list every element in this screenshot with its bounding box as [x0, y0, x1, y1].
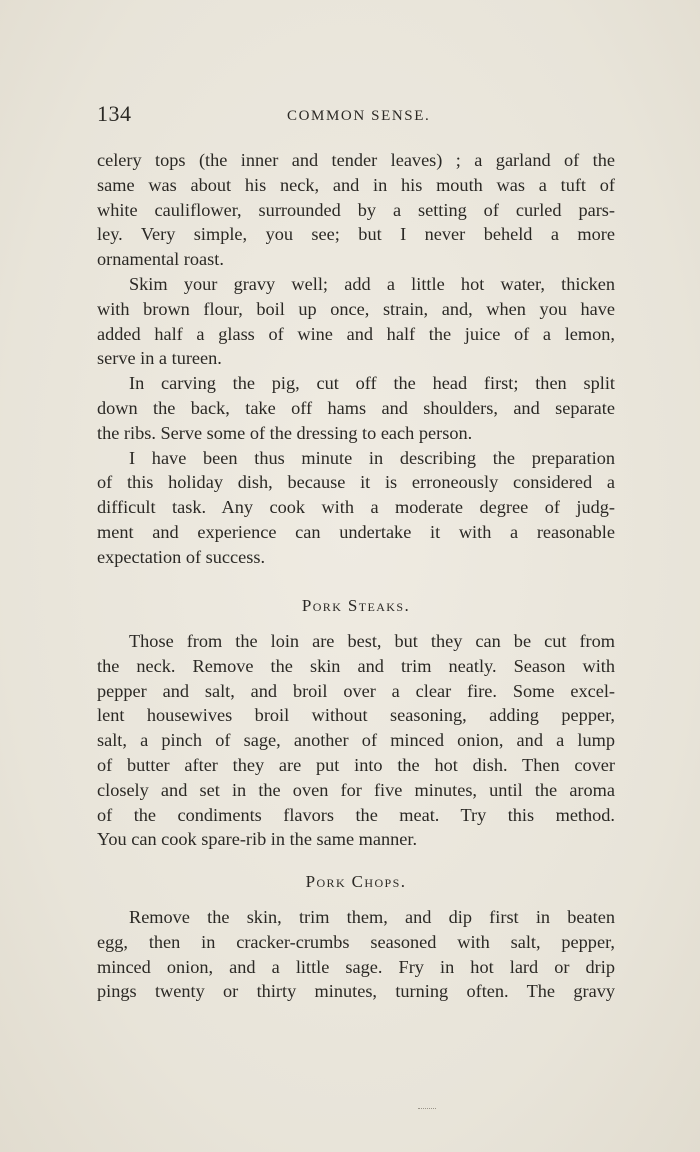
page-header — [97, 101, 613, 131]
page-number: 134 — [97, 101, 132, 126]
running-head: COMMON SENSE. — [287, 108, 431, 124]
paper-speck — [418, 1108, 436, 1111]
section-heading: Pork Chops. — [305, 872, 407, 891]
section-heading: Pork Steaks. — [301, 596, 411, 615]
text-line: with brown flour, boil up once, strain, and, when you have — [97, 298, 615, 319]
text-line: egg, then in cracker-crumbs seasoned with salt, pepper, — [97, 931, 615, 952]
text-line: lent housewives broil without seasoning, adding pepper, — [97, 705, 615, 726]
text-line: pepper and salt, and broil over a clear fire. Some excel- — [97, 680, 615, 701]
text-line: Remove the skin, trim them, and dip first in beaten — [129, 907, 615, 927]
text-line: down the back, take off hams and shoulders, and separate — [97, 397, 615, 418]
text-line: of this holiday dish, because it is erroneously considered a — [97, 472, 615, 493]
text-line: minced onion, and a little sage. Fry in hot lard or drip — [97, 956, 615, 977]
text-line: difficult task. Any cook with a moderate degree of judg- — [97, 497, 615, 518]
text-line: pings twenty or thirty minutes, turning often. The gravy — [97, 981, 615, 1002]
paragraph-block-2 — [97, 629, 615, 852]
text-line: the neck. Remove the skin and trim neatly. Season with — [97, 655, 615, 676]
text-line: expectation of success. — [97, 546, 266, 567]
text-line: ley. Very simple, you see; but I never beheld a more — [97, 224, 615, 245]
paragraph-block-3 — [97, 905, 615, 1004]
text-line: same was about his neck, and in his mouth was a tuft of — [97, 174, 615, 195]
text-line: celery tops (the inner and tender leaves) ; a garland of the — [97, 150, 615, 170]
text-line: ornamental roast. — [97, 249, 224, 270]
text-line: white cauliflower, surrounded by a setting of curled pars- — [97, 199, 615, 220]
text-line: serve in a tureen. — [97, 348, 222, 369]
text-line: added half a glass of wine and half the juice of a lemon, — [97, 323, 615, 344]
text-line: Those from the loin are best, but they can be cut from — [129, 631, 615, 651]
text-line: ment and experience can undertake it with a reasonable — [97, 521, 615, 542]
text-line: You can cook spare-rib in the same manner. — [97, 829, 418, 850]
text-line: the ribs. Serve some of the dressing to each person. — [97, 422, 473, 443]
text-line: salt, a pinch of sage, another of minced onion, and a lump — [97, 730, 615, 751]
text-line: I have been thus minute in describing the preparation — [129, 447, 615, 468]
text-line: of butter after they are put into the hot dish. Then cover — [97, 754, 615, 775]
text-line: closely and set in the oven for five minutes, until the aroma — [97, 779, 615, 800]
text-line: In carving the pig, cut off the head first; then split — [129, 373, 615, 394]
text-line: of the condiments flavors the meat. Try this method. — [97, 804, 615, 825]
text-line: Skim your gravy well; add a little hot water, thicken — [129, 273, 615, 294]
paragraph-block-1 — [97, 148, 615, 570]
